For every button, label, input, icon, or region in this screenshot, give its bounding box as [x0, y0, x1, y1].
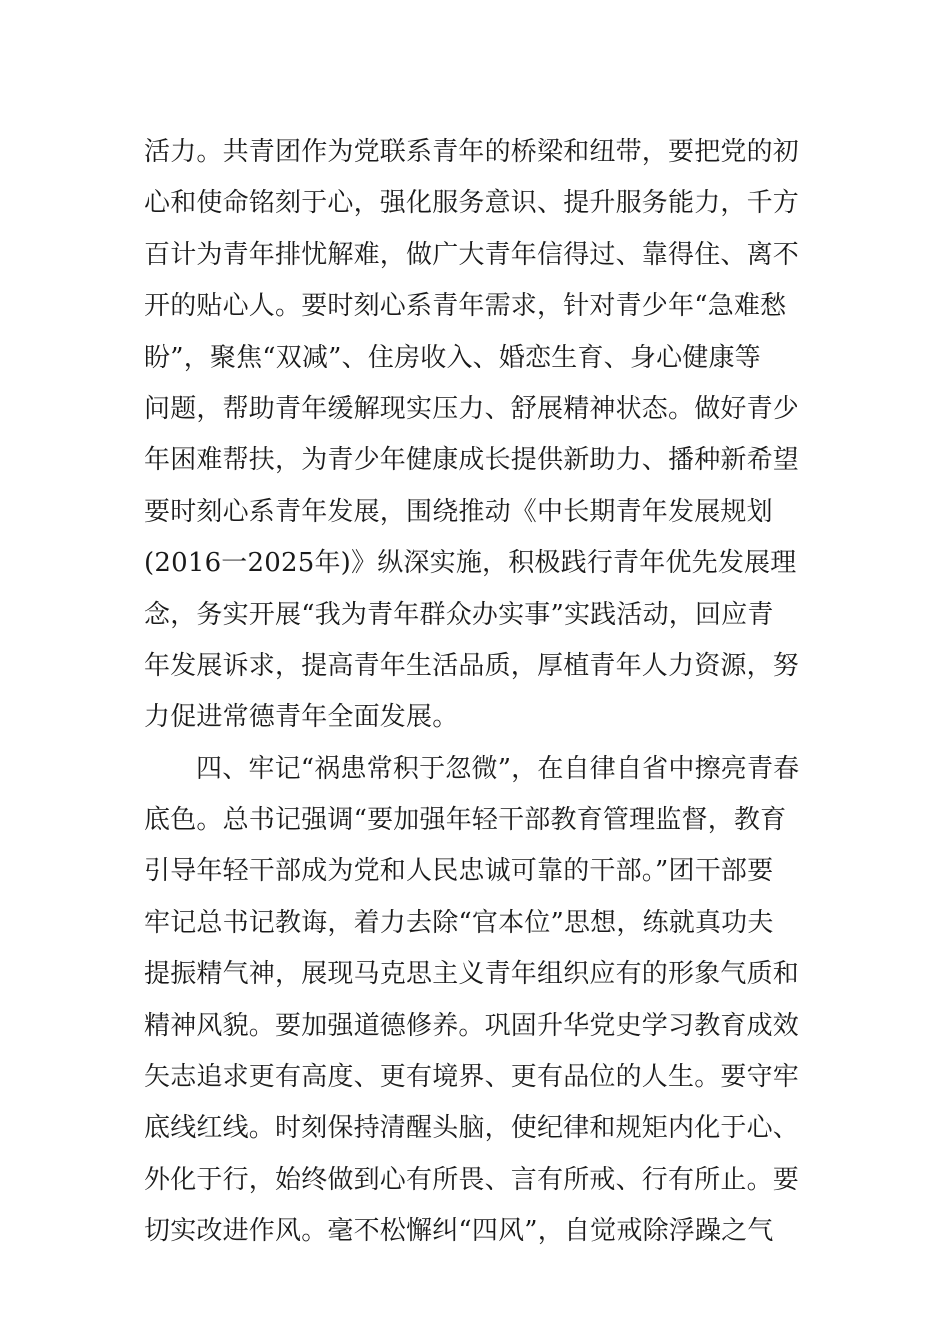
- text-line: 问题，帮助青年缓解现实压力、舒展精神状态。做好青少: [144, 393, 800, 424]
- section-heading-line: 四、牢记“祸患常积于忽微”，在自律自省中擦亮青春: [196, 753, 800, 784]
- text-line: 引导年轻干部成为党和人民忠诚可靠的干部。”团干部要: [144, 856, 774, 887]
- text-line: 提振精气神，展现马克思主义青年组织应有的形象气质和: [144, 959, 800, 990]
- text-line: 年困难帮扶，为青少年健康成长提供新助力、播种新希望: [144, 445, 800, 476]
- text-line: 要时刻心系青年发展，围绕推动《中长期青年发展规划: [144, 496, 773, 527]
- text-line: 盼”，聚焦“双减”、住房收入、婚恋生育、身心健康等: [144, 342, 761, 373]
- text-line: 活力。共青团作为党联系青年的桥梁和纽带，要把党的初: [144, 137, 800, 167]
- text-line: 底色。总书记强调“要加强年轻干部教育管理监督，教育: [144, 805, 787, 836]
- text-line: 年发展诉求，提高青年生活品质，厚植青年人力资源，努: [144, 650, 800, 681]
- text-line: (2016一2025年)》纵深实施，积极践行青年优先发展理: [144, 548, 797, 579]
- text-line: 牢记总书记教诲，着力去除“官本位”思想，练就真功夫: [144, 907, 774, 938]
- text-line: 心和使命铭刻于心，强化服务意识、提升服务能力，千方: [144, 188, 800, 219]
- text-line: 精神风貌。要加强道德修养。巩固升华党史学习教育成效: [144, 1010, 800, 1041]
- text-line: 百计为青年排忧解难，做广大青年信得过、靠得住、离不: [144, 239, 800, 270]
- text-line: 外化于行，始终做到心有所畏、言有所戒、行有所止。要: [144, 1164, 800, 1195]
- text-line: 切实改进作风。毫不松懈纠“四风”，自觉戒除浮躁之气: [144, 1216, 774, 1247]
- text-line: 开的贴心人。要时刻心系青年需求，针对青少年“急难愁: [144, 291, 787, 322]
- text-line: 底线红线。时刻保持清醒头脑，使纪律和规矩内化于心、: [144, 1113, 800, 1144]
- text-line: 矢志追求更有高度、更有境界、更有品位的人生。要守牢: [144, 1062, 800, 1093]
- text-line: 力促进常德青年全面发展。: [144, 702, 459, 733]
- body-text: [144, 127, 824, 1258]
- text-line: 念，务实开展“我为青年群众办实事”实践活动，回应青: [144, 599, 774, 630]
